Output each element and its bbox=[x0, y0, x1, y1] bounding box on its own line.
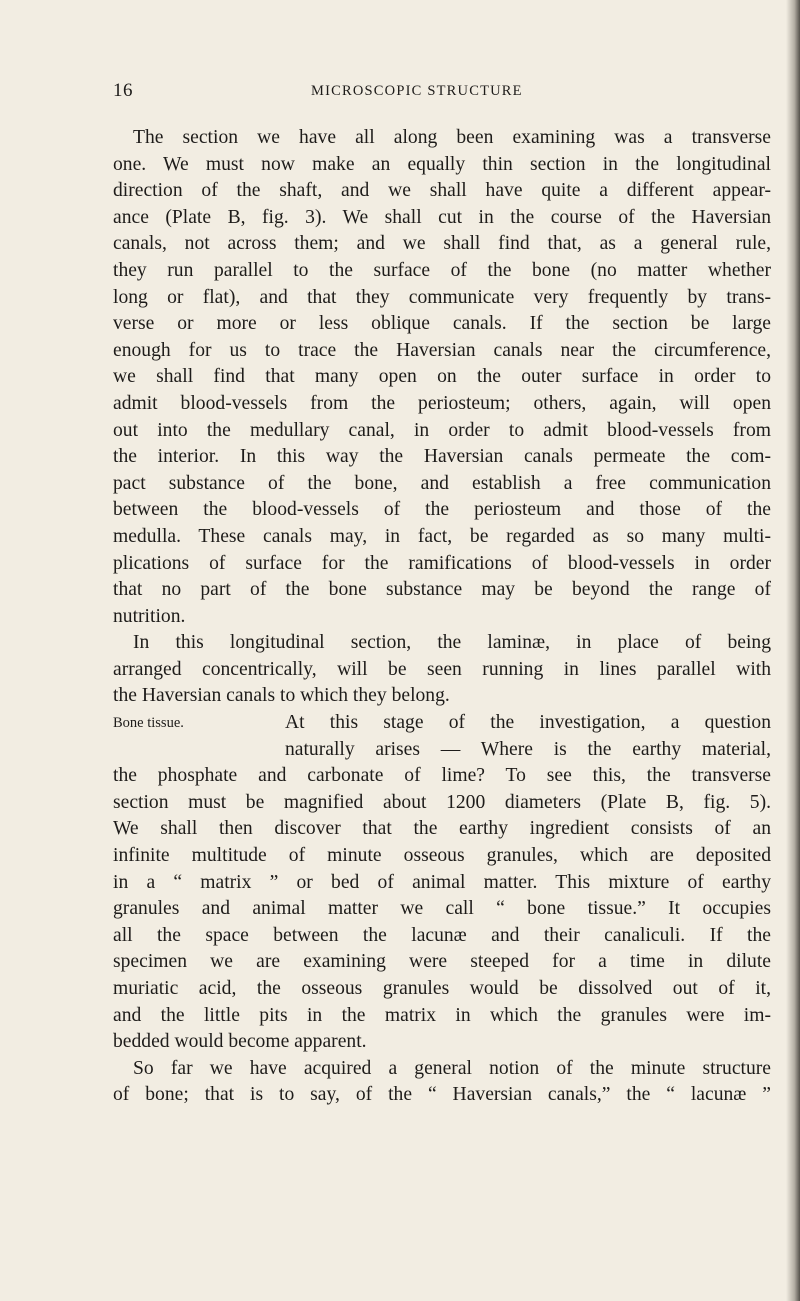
text-line: the interior. In this way the Haversian canals permeate the com- bbox=[113, 446, 771, 468]
page-edge-shadow bbox=[786, 0, 800, 1301]
page-header bbox=[0, 80, 800, 106]
text-line: So far we have acquired a general notion of the minute structure bbox=[133, 1057, 771, 1079]
text-line: plications of surface for the ramifications of blood-vessels in order bbox=[113, 552, 771, 574]
text-line: pact substance of the bone, and establish a free communication bbox=[113, 472, 771, 494]
running-title: MICROSCOPIC STRUCTURE bbox=[311, 83, 523, 99]
text-line: we shall find that many open on the outer surface in order to bbox=[113, 366, 771, 388]
text-line: that no part of the bone substance may be beyond the range of bbox=[113, 579, 771, 601]
text-line: specimen we are examining were steeped for a time in dilute bbox=[113, 951, 771, 973]
text-line: nutrition. bbox=[113, 605, 186, 627]
text-line: At this stage of the investigation, a question bbox=[285, 712, 771, 734]
text-line: In this longitudinal section, the laminæ, in place of being bbox=[133, 632, 771, 654]
text-line: granules and animal matter we call “ bone tissue.” It occupies bbox=[113, 898, 771, 920]
text-line: of bone; that is to say, of the “ Haversian canals,” the “ lacunæ ” bbox=[113, 1084, 771, 1106]
text-line: section must be magnified about 1200 diameters (Plate B, fig. 5). bbox=[113, 791, 771, 813]
text-line: muriatic acid, the osseous granules would be dissolved out of it, bbox=[113, 978, 771, 999]
text-line: between the blood-vessels of the periosteum and those of the bbox=[113, 499, 771, 521]
text-line: arranged concentrically, will be seen running in lines parallel with bbox=[113, 658, 771, 680]
text-line: admit blood-vessels from the periosteum; others, again, will open bbox=[113, 392, 771, 414]
text-line: all the space between the lacunæ and their canaliculi. If the bbox=[113, 924, 771, 946]
text-line: infinite multitude of minute osseous granules, which are deposited bbox=[113, 845, 771, 867]
text-line: naturally arises — Where is the earthy material, bbox=[285, 738, 771, 760]
text-line: and the little pits in the matrix in which the granules were im- bbox=[113, 1004, 771, 1026]
text-line: canals, not across them; and we shall find that, as a general rule, bbox=[113, 233, 771, 255]
text-line: out into the medullary canal, in order to admit blood-vessels from bbox=[113, 419, 771, 441]
text-line: direction of the shaft, and we shall have quite a different appear- bbox=[113, 180, 771, 202]
sidenote-row bbox=[113, 710, 771, 737]
text-line: one. We must now make an equally thin section in the longitudinal bbox=[113, 153, 771, 175]
body-text bbox=[113, 125, 771, 1109]
text-line: they run parallel to the surface of the bone (no matter whether bbox=[113, 259, 771, 281]
text-line: the Haversian canals to which they belong. bbox=[113, 685, 450, 707]
text-line: enough for us to trace the Haversian canals near the circumference, bbox=[113, 339, 771, 361]
text-line: long or flat), and that they communicate very frequently by trans- bbox=[113, 286, 771, 308]
text-line: medulla. These canals may, in fact, be regarded as so many multi- bbox=[113, 525, 771, 547]
text-line: The section we have all along been examining was a transverse bbox=[133, 127, 771, 148]
margin-note: Bone tissue. bbox=[113, 715, 184, 732]
text-line: ance (Plate B, fig. 3). We shall cut in the course of the Haversian bbox=[113, 206, 771, 228]
text-line: in a “ matrix ” or bed of animal matter. This mixture of earthy bbox=[113, 871, 771, 893]
text-line: We shall then discover that the earthy ingredient consists of an bbox=[113, 818, 771, 840]
text-line: the phosphate and carbonate of lime? To see this, the transverse bbox=[113, 765, 771, 787]
text-line: bedded would become apparent. bbox=[113, 1031, 367, 1053]
text-line: verse or more or less oblique canals. If the section be large bbox=[113, 313, 771, 335]
page-number: 16 bbox=[113, 80, 133, 101]
